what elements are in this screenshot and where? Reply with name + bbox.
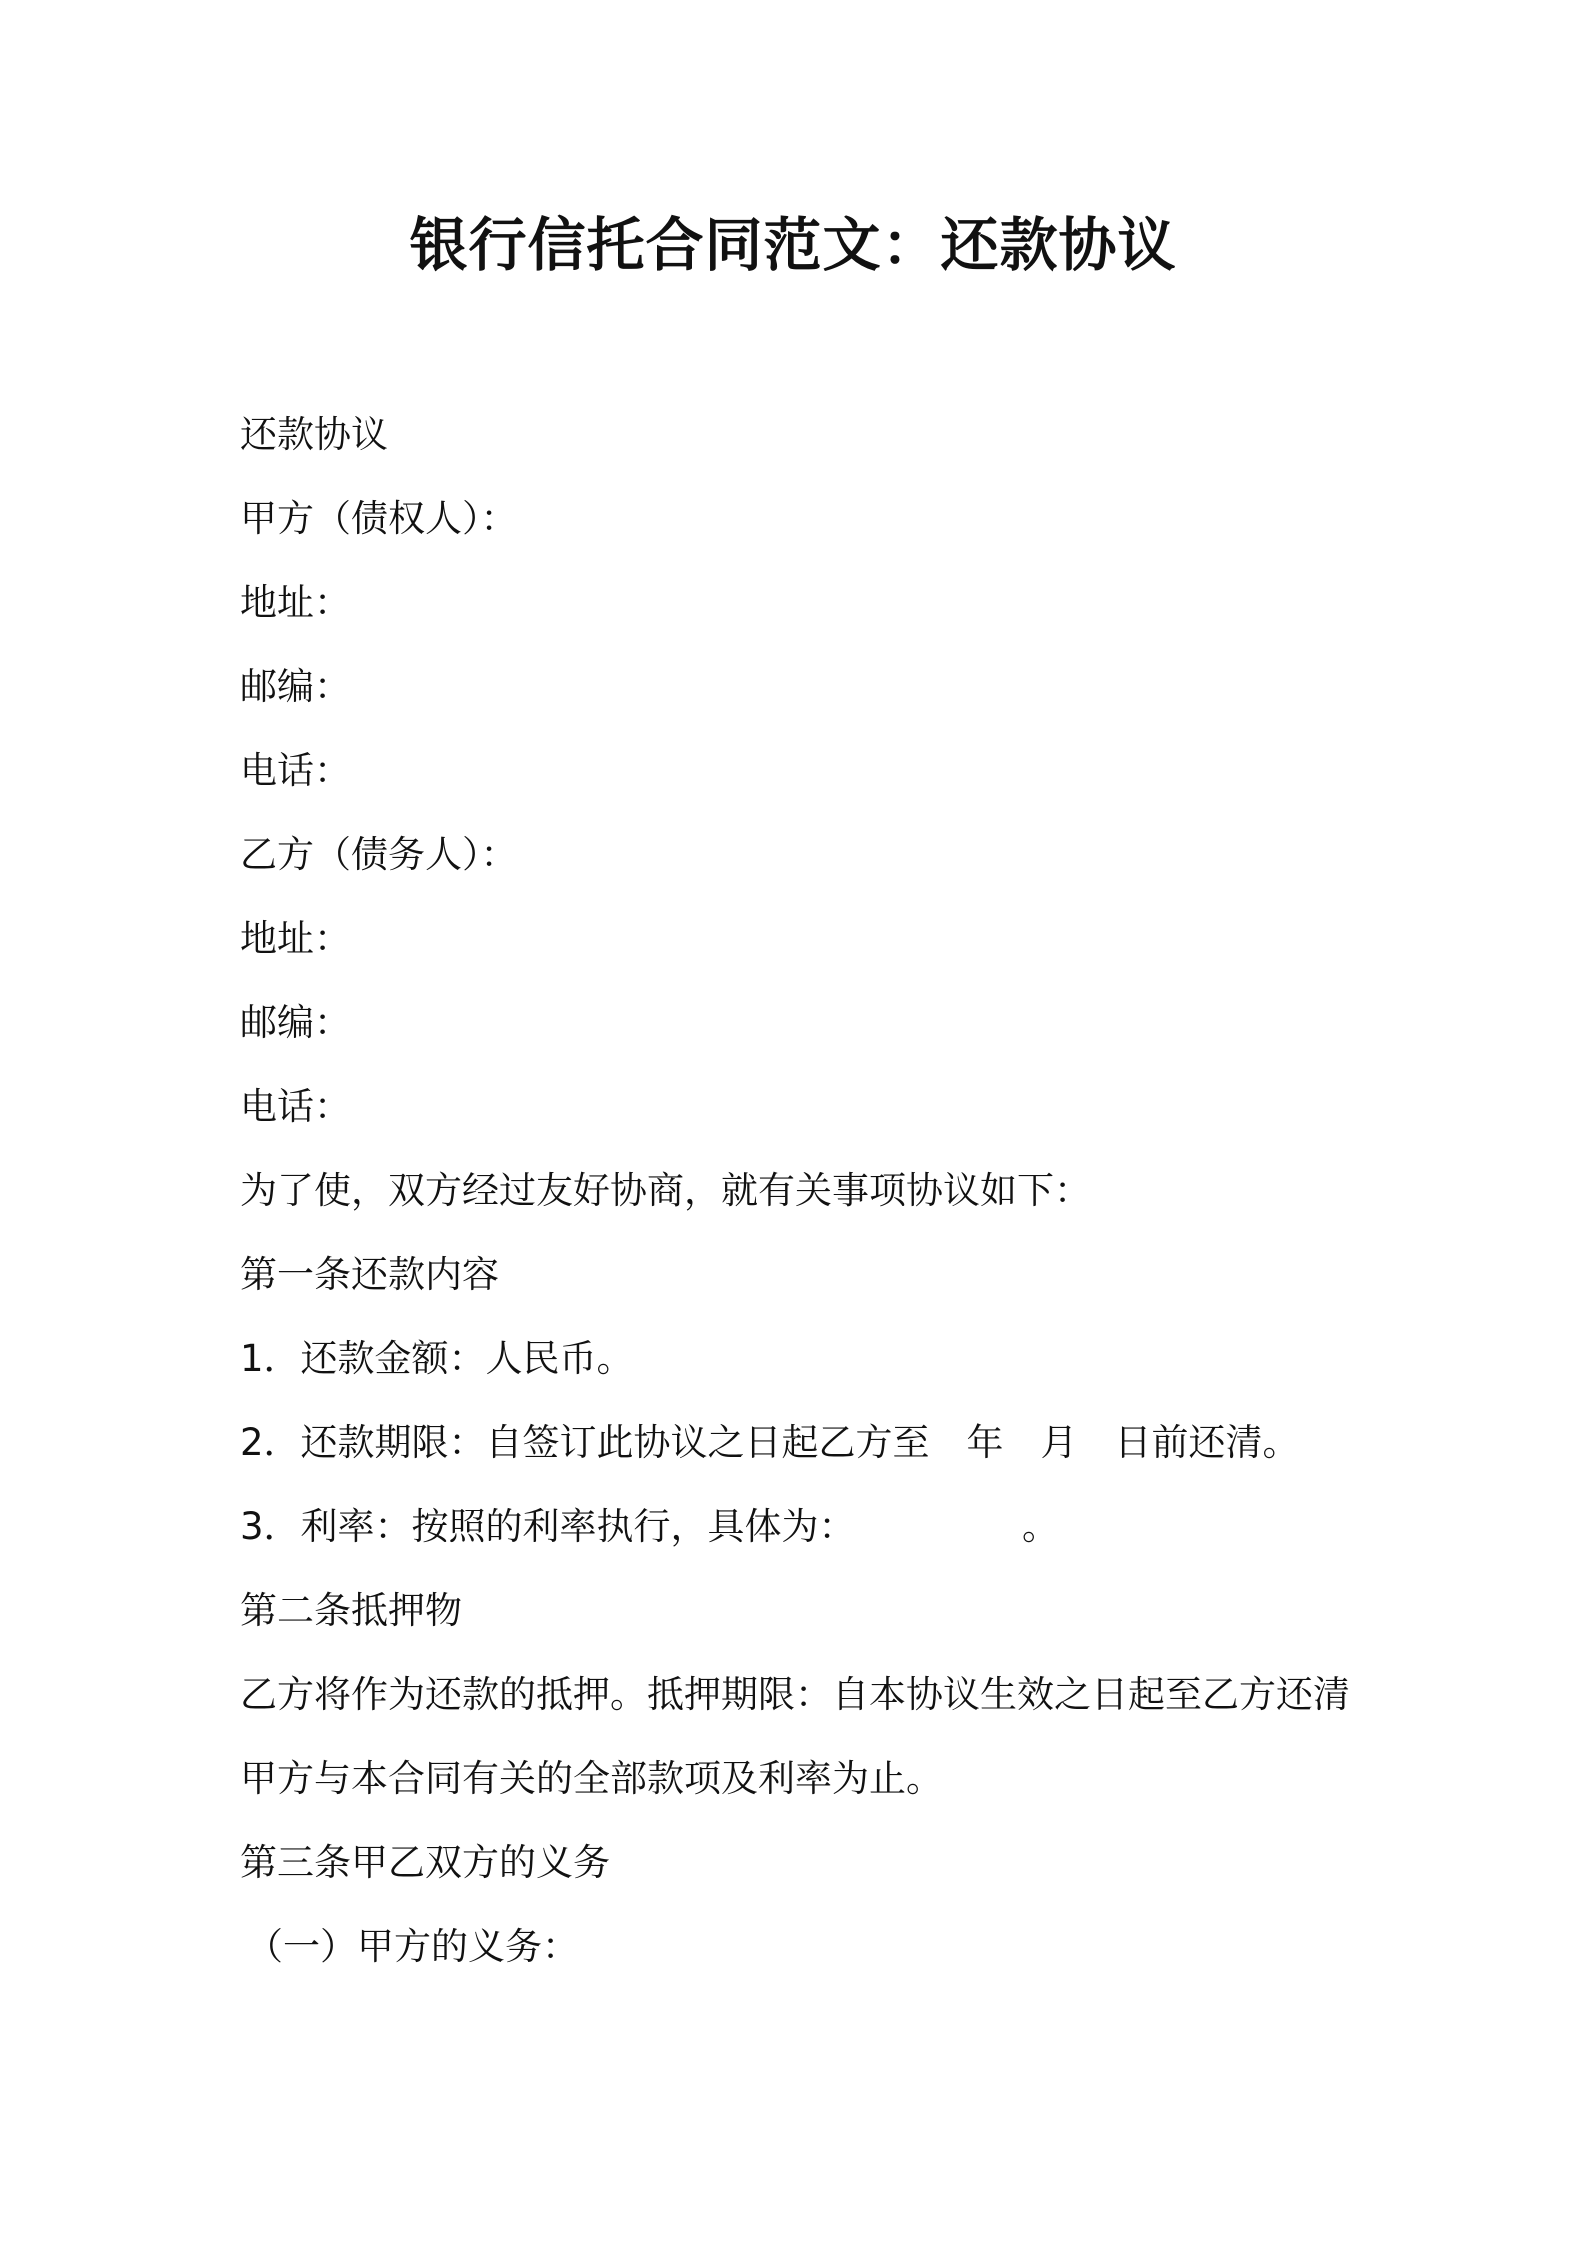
party-b-label: 乙方（债务人）： — [240, 833, 518, 876]
article-2-text-line-1: 乙方将作为还款的抵押。抵押期限：自本协议生效之日起至乙方还清 — [240, 1673, 1350, 1716]
party-b-phone: 电话： — [240, 1085, 351, 1128]
article-2-text-line-2: 甲方与本合同有关的全部款项及利率为止。 — [240, 1757, 943, 1800]
document-body — [240, 405, 1400, 2001]
preamble: 为了使，双方经过友好协商，就有关事项协议如下： — [240, 1169, 1091, 1212]
party-a-postcode: 邮编： — [240, 665, 351, 708]
party-a-address: 地址： — [240, 581, 351, 624]
agreement-heading: 还款协议 — [240, 413, 388, 456]
party-b-address: 地址： — [240, 917, 351, 960]
article-1-heading: 第一条还款内容 — [240, 1253, 499, 1296]
article-2-heading: 第二条抵押物 — [240, 1589, 462, 1632]
article-3-heading: 第三条甲乙双方的义务 — [240, 1841, 610, 1884]
document-title: 银行信托合同范文：还款协议 — [409, 211, 1177, 279]
party-a-label: 甲方（债权人）： — [240, 497, 518, 540]
party-a-phone: 电话： — [240, 749, 351, 792]
article-1-item-3: 3．利率：按照的利率执行，具体为： 。 — [240, 1505, 1060, 1548]
article-1-item-2: 2．还款期限：自签订此协议之日起乙方至 年 月 日前还清。 — [240, 1421, 1300, 1464]
party-b-postcode: 邮编： — [240, 1001, 351, 1044]
article-3-subheading-party-a: （一）甲方的义务： — [246, 1925, 579, 1968]
article-1-item-1: 1．还款金额：人民币。 — [240, 1337, 634, 1380]
